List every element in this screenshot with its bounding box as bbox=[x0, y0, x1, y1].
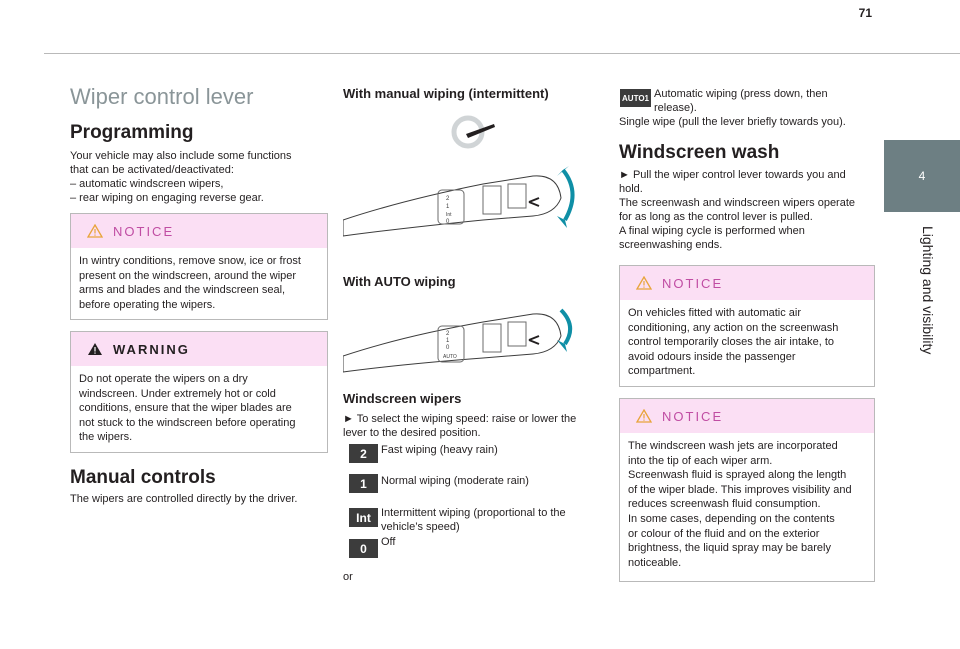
or-text: or bbox=[343, 571, 353, 583]
speed-0-text: Off bbox=[381, 536, 396, 548]
wiper-lever-auto-illustration bbox=[343, 304, 578, 374]
notice-body: In wintry conditions, remove snow, ice or frost present on the windscreen, around the wiper arms and blades and the windscreen seal, before operating the wipers. bbox=[79, 255, 301, 311]
notice-body: The windscreen wash jets are incorporated into the tip of each wiper arm. Screenwash fluid is sprayed along the length of the wiper blade. This improves visibility and reduces screenwash fluid consumption. In some cases, depending on the contents or colour of the fluid and on the exterior brightness, the liquid spray may be barely noticeable. bbox=[628, 440, 852, 569]
wiper-lever-manual-illustration bbox=[343, 162, 578, 238]
notice-header bbox=[620, 266, 874, 300]
notice-header bbox=[620, 399, 874, 433]
single-wipe-text: Single wipe (pull the lever briefly towards you). bbox=[619, 116, 846, 128]
warning-label: WARNING bbox=[113, 341, 190, 357]
notice-box bbox=[70, 213, 328, 320]
speed-1-badge: 1 bbox=[349, 474, 378, 493]
manual-controls-text: The wipers are controlled directly by the driver. bbox=[70, 493, 298, 505]
select-speed-text: ► To select the wiping speed: raise or lower the lever to the desired position. bbox=[343, 413, 577, 439]
notice-box-aircon bbox=[619, 265, 875, 387]
auto-lever-mark-auto: AUTO bbox=[443, 354, 457, 360]
auto-lever-mark-2: 2 bbox=[446, 331, 450, 337]
warning-header bbox=[71, 332, 327, 366]
warning-body: Do not operate the wipers on a dry windscreen. Under extremely hot or cold conditions, ensure that the wiper blades are not stuck to the windscreen before operating the wipers. bbox=[79, 373, 296, 444]
page-number: 71 bbox=[858, 6, 872, 20]
section-title: Wiper control lever bbox=[70, 84, 254, 109]
speed-0-badge: 0 bbox=[349, 539, 378, 558]
warning-filled-icon bbox=[87, 342, 103, 356]
notice-label: NOTICE bbox=[662, 408, 724, 424]
auto-text: Automatic wiping (press down, then release). bbox=[654, 88, 828, 114]
notice-header bbox=[71, 214, 327, 248]
manual-controls-heading: Manual controls bbox=[70, 467, 216, 488]
manual-wiping-heading: With manual wiping (intermittent) bbox=[343, 86, 549, 101]
warning-triangle-icon bbox=[636, 409, 652, 423]
speed-int-text: Intermittent wiping (proportional to the vehicle’s speed) bbox=[381, 507, 566, 533]
windscreen-wash-heading: Windscreen wash bbox=[619, 142, 780, 163]
speed-2-badge: 2 bbox=[349, 444, 378, 463]
lever-mark-int: Int bbox=[446, 212, 452, 218]
speed-1-text: Normal wiping (moderate rain) bbox=[381, 475, 529, 487]
notice-body: On vehicles fitted with automatic air conditioning, any action on the screenwash control temporarily closes the air intake, to avoid odours inside the passenger compartment. bbox=[628, 307, 839, 378]
warning-triangle-icon bbox=[636, 276, 652, 290]
windscreen-wash-text: ► Pull the wiper control lever towards you and hold. The screenwash and windscreen wipers operate for as long as the control lever is pulled. A final wiping cycle is performed when screenwashing ends. bbox=[619, 169, 856, 251]
speed-2-text: Fast wiping (heavy rain) bbox=[381, 444, 498, 456]
auto-wiping-heading: With AUTO wiping bbox=[343, 274, 456, 289]
lever-mark-2: 2 bbox=[446, 196, 450, 202]
warning-triangle-icon bbox=[87, 224, 103, 238]
steering-wheel-icon bbox=[450, 114, 496, 150]
auto-lever-mark-1: 1 bbox=[446, 338, 450, 344]
programming-text: Your vehicle may also include some functions that can be activated/deactivated: – automatic windscreen wipers, – rear wiping on engaging reverse gear. bbox=[70, 150, 292, 204]
lever-mark-1: 1 bbox=[446, 204, 450, 210]
programming-heading: Programming bbox=[70, 122, 194, 143]
notice-label: NOTICE bbox=[113, 223, 175, 239]
lever-mark-0: 0 bbox=[446, 219, 450, 225]
auto-lever-mark-0: 0 bbox=[446, 345, 450, 351]
header-rule bbox=[44, 53, 960, 54]
chapter-tab[interactable]: 4 bbox=[884, 140, 960, 212]
notice-box-jets bbox=[619, 398, 875, 582]
chapter-title: Lighting and visibility bbox=[920, 226, 936, 355]
warning-box bbox=[70, 331, 328, 453]
windscreen-wipers-heading: Windscreen wipers bbox=[343, 391, 462, 406]
notice-label: NOTICE bbox=[662, 275, 724, 291]
speed-int-badge: Int bbox=[349, 508, 378, 527]
auto-button-icon: AUTO1 bbox=[620, 89, 651, 107]
